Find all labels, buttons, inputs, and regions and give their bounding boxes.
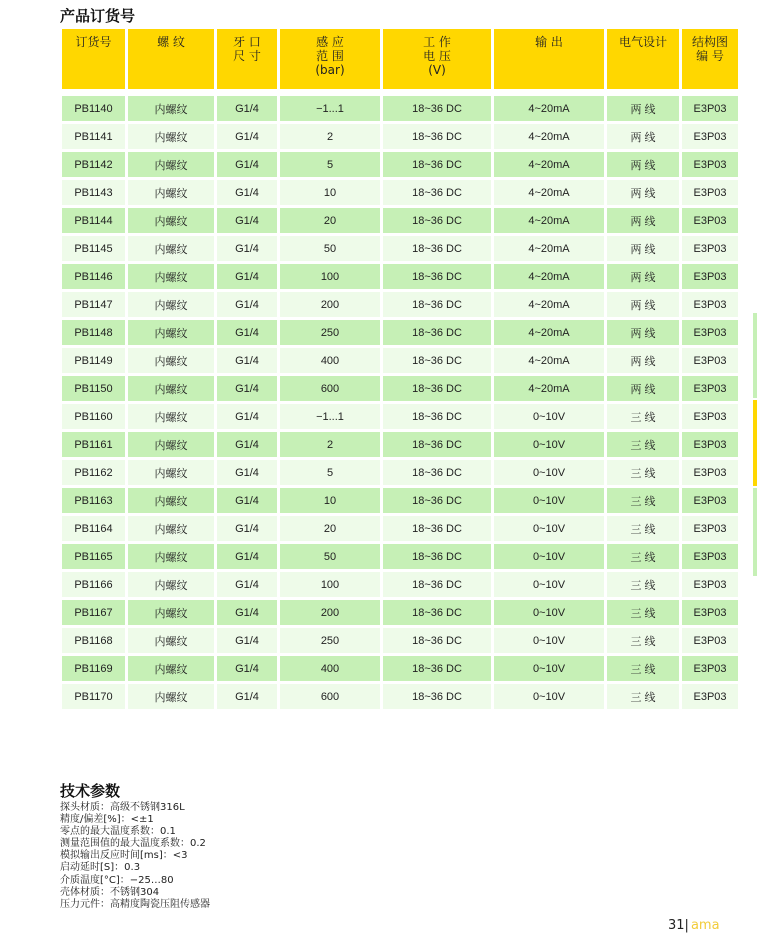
thread-cell: 内螺纹 (128, 656, 214, 681)
output-cell: 0~10V (494, 628, 604, 653)
voltage-cell: 18~36 DC (383, 180, 491, 205)
range-cell: 5 (280, 152, 380, 177)
order-number-cell: PB1150 (62, 376, 125, 401)
port-size-cell: G1/4 (217, 516, 277, 541)
drawing-code-cell: E3P03 (682, 656, 738, 681)
voltage-cell: 18~36 DC (383, 684, 491, 709)
port-size-cell: G1/4 (217, 348, 277, 373)
table-body (62, 92, 738, 709)
thread-cell: 内螺纹 (128, 236, 214, 261)
voltage-cell: 18~36 DC (383, 264, 491, 289)
voltage-cell: 18~36 DC (383, 208, 491, 233)
order-section-title: 产品订货号 (60, 7, 136, 25)
drawing-code-cell: E3P03 (682, 292, 738, 317)
port-size-cell: G1/4 (217, 628, 277, 653)
wiring-cell: 三 线 (607, 404, 679, 429)
thread-cell: 内螺纹 (128, 516, 214, 541)
order-number-cell: PB1166 (62, 572, 125, 597)
thread-cell: 内螺纹 (128, 404, 214, 429)
drawing-code-cell: E3P03 (682, 600, 738, 625)
drawing-code-cell: E3P03 (682, 572, 738, 597)
side-accent-bar (753, 313, 757, 398)
range-cell: 250 (280, 628, 380, 653)
wiring-cell: 两 线 (607, 152, 679, 177)
wiring-cell: 两 线 (607, 96, 679, 121)
drawing-code-cell: E3P03 (682, 348, 738, 373)
table-row (62, 320, 738, 345)
thread-cell: 内螺纹 (128, 264, 214, 289)
voltage-cell: 18~36 DC (383, 656, 491, 681)
voltage-cell: 18~36 DC (383, 152, 491, 177)
thread-cell: 内螺纹 (128, 628, 214, 653)
page-number: 31 (668, 918, 685, 933)
table-row (62, 404, 738, 429)
output-cell: 4~20mA (494, 376, 604, 401)
port-size-cell: G1/4 (217, 656, 277, 681)
wiring-cell: 两 线 (607, 376, 679, 401)
thread-cell: 内螺纹 (128, 600, 214, 625)
output-cell: 0~10V (494, 488, 604, 513)
wiring-cell: 两 线 (607, 208, 679, 233)
port-size-cell: G1/4 (217, 600, 277, 625)
tech-param-line: 精度/偏差[%]：<±1 (60, 814, 154, 826)
output-cell: 4~20mA (494, 292, 604, 317)
table-row (62, 208, 738, 233)
wiring-cell: 两 线 (607, 264, 679, 289)
order-number-cell: PB1169 (62, 656, 125, 681)
output-cell: 4~20mA (494, 124, 604, 149)
voltage-cell: 18~36 DC (383, 292, 491, 317)
header-sensing-range: 感 应 范 围 (bar) (280, 29, 380, 89)
order-number-cell: PB1146 (62, 264, 125, 289)
range-cell: 250 (280, 320, 380, 345)
port-size-cell: G1/4 (217, 684, 277, 709)
range-cell: 20 (280, 516, 380, 541)
header-thread: 螺 纹 (128, 29, 214, 89)
output-cell: 0~10V (494, 600, 604, 625)
port-size-cell: G1/4 (217, 124, 277, 149)
drawing-code-cell: E3P03 (682, 488, 738, 513)
voltage-cell: 18~36 DC (383, 96, 491, 121)
table-row (62, 152, 738, 177)
table-row (62, 432, 738, 457)
port-size-cell: G1/4 (217, 96, 277, 121)
drawing-code-cell: E3P03 (682, 376, 738, 401)
wiring-cell: 两 线 (607, 348, 679, 373)
range-cell: 600 (280, 684, 380, 709)
table-row (62, 460, 738, 485)
order-number-cell: PB1147 (62, 292, 125, 317)
order-number-cell: PB1167 (62, 600, 125, 625)
tech-param-line: 零点的最大温度系数：0.1 (60, 826, 176, 838)
thread-cell: 内螺纹 (128, 432, 214, 457)
order-number-cell: PB1144 (62, 208, 125, 233)
order-number-cell: PB1164 (62, 516, 125, 541)
port-size-cell: G1/4 (217, 292, 277, 317)
drawing-code-cell: E3P03 (682, 152, 738, 177)
voltage-cell: 18~36 DC (383, 600, 491, 625)
tech-param-line: 测量范围值的最大温度系数：0.2 (60, 838, 206, 850)
brand-text: ama (690, 918, 720, 933)
range-cell: 10 (280, 180, 380, 205)
table-row (62, 96, 738, 121)
table-row (62, 600, 738, 625)
table-row (62, 180, 738, 205)
range-cell: 600 (280, 376, 380, 401)
port-size-cell: G1/4 (217, 544, 277, 569)
port-size-cell: G1/4 (217, 432, 277, 457)
page-divider: | (684, 918, 689, 933)
voltage-cell: 18~36 DC (383, 432, 491, 457)
order-number-cell: PB1161 (62, 432, 125, 457)
table-row (62, 628, 738, 653)
output-cell: 0~10V (494, 432, 604, 457)
output-cell: 4~20mA (494, 208, 604, 233)
output-cell: 0~10V (494, 572, 604, 597)
drawing-code-cell: E3P03 (682, 180, 738, 205)
table-row (62, 264, 738, 289)
wiring-cell: 三 线 (607, 432, 679, 457)
tech-param-line: 模拟输出反应时间[ms]：<3 (60, 850, 188, 862)
output-cell: 0~10V (494, 656, 604, 681)
wiring-cell: 三 线 (607, 628, 679, 653)
wiring-cell: 三 线 (607, 600, 679, 625)
output-cell: 0~10V (494, 404, 604, 429)
voltage-cell: 18~36 DC (383, 628, 491, 653)
wiring-cell: 两 线 (607, 124, 679, 149)
voltage-cell: 18~36 DC (383, 124, 491, 149)
header-output: 输 出 (494, 29, 604, 89)
range-cell: 50 (280, 544, 380, 569)
thread-cell: 内螺纹 (128, 572, 214, 597)
thread-cell: 内螺纹 (128, 320, 214, 345)
header-order-number: 订货号 (62, 29, 125, 89)
order-number-cell: PB1141 (62, 124, 125, 149)
drawing-code-cell: E3P03 (682, 264, 738, 289)
thread-cell: 内螺纹 (128, 348, 214, 373)
output-cell: 4~20mA (494, 264, 604, 289)
port-size-cell: G1/4 (217, 208, 277, 233)
tech-section-title: 技术参数 (60, 782, 121, 800)
wiring-cell: 三 线 (607, 544, 679, 569)
range-cell: 200 (280, 292, 380, 317)
voltage-cell: 18~36 DC (383, 544, 491, 569)
wiring-cell: 三 线 (607, 572, 679, 597)
voltage-cell: 18~36 DC (383, 488, 491, 513)
order-number-cell: PB1149 (62, 348, 125, 373)
order-number-cell: PB1162 (62, 460, 125, 485)
order-number-cell: PB1165 (62, 544, 125, 569)
order-number-cell: PB1160 (62, 404, 125, 429)
drawing-code-cell: E3P03 (682, 124, 738, 149)
output-cell: 4~20mA (494, 348, 604, 373)
order-number-cell: PB1140 (62, 96, 125, 121)
page-footer (668, 918, 720, 933)
header-supply-voltage: 工 作 电 压 (V) (383, 29, 491, 89)
range-cell: 400 (280, 348, 380, 373)
voltage-cell: 18~36 DC (383, 516, 491, 541)
range-cell: 50 (280, 236, 380, 261)
range-cell: 200 (280, 600, 380, 625)
drawing-code-cell: E3P03 (682, 684, 738, 709)
side-accent-bar (753, 400, 757, 486)
drawing-code-cell: E3P03 (682, 208, 738, 233)
drawing-code-cell: E3P03 (682, 432, 738, 457)
thread-cell: 内螺纹 (128, 292, 214, 317)
header-port-size: 牙 口 尺 寸 (217, 29, 277, 89)
port-size-cell: G1/4 (217, 572, 277, 597)
thread-cell: 内螺纹 (128, 124, 214, 149)
thread-cell: 内螺纹 (128, 152, 214, 177)
port-size-cell: G1/4 (217, 180, 277, 205)
port-size-cell: G1/4 (217, 460, 277, 485)
table-row (62, 376, 738, 401)
order-number-cell: PB1163 (62, 488, 125, 513)
voltage-cell: 18~36 DC (383, 320, 491, 345)
range-cell: 2 (280, 432, 380, 457)
drawing-code-cell: E3P03 (682, 460, 738, 485)
drawing-code-cell: E3P03 (682, 516, 738, 541)
voltage-cell: 18~36 DC (383, 376, 491, 401)
output-cell: 0~10V (494, 460, 604, 485)
output-cell: 4~20mA (494, 236, 604, 261)
thread-cell: 内螺纹 (128, 460, 214, 485)
wiring-cell: 两 线 (607, 292, 679, 317)
header-electrical-design: 电气设计 (607, 29, 679, 89)
thread-cell: 内螺纹 (128, 208, 214, 233)
voltage-cell: 18~36 DC (383, 348, 491, 373)
tech-param-line: 压力元件：高精度陶瓷压阻传感器 (60, 898, 210, 910)
port-size-cell: G1/4 (217, 152, 277, 177)
range-cell: −1...1 (280, 404, 380, 429)
thread-cell: 内螺纹 (128, 544, 214, 569)
wiring-cell: 两 线 (607, 320, 679, 345)
table-row (62, 236, 738, 261)
table-row (62, 516, 738, 541)
port-size-cell: G1/4 (217, 488, 277, 513)
range-cell: −1...1 (280, 96, 380, 121)
range-cell: 100 (280, 264, 380, 289)
order-number-cell: PB1145 (62, 236, 125, 261)
header-drawing-code: 结构图 编 号 (682, 29, 738, 89)
wiring-cell: 三 线 (607, 516, 679, 541)
drawing-code-cell: E3P03 (682, 236, 738, 261)
order-number-cell: PB1168 (62, 628, 125, 653)
wiring-cell: 三 线 (607, 460, 679, 485)
table-row (62, 348, 738, 373)
table-row (62, 684, 738, 709)
order-number-cell: PB1148 (62, 320, 125, 345)
table-row (62, 488, 738, 513)
thread-cell: 内螺纹 (128, 180, 214, 205)
tech-param-line: 启动延时[S]：0.3 (60, 862, 141, 874)
output-cell: 0~10V (494, 684, 604, 709)
output-cell: 4~20mA (494, 180, 604, 205)
voltage-cell: 18~36 DC (383, 404, 491, 429)
tech-param-line: 壳体材质：不锈钢304 (60, 886, 160, 898)
wiring-cell: 三 线 (607, 488, 679, 513)
order-number-cell: PB1142 (62, 152, 125, 177)
wiring-cell: 两 线 (607, 236, 679, 261)
table-row (62, 292, 738, 317)
order-number-cell: PB1143 (62, 180, 125, 205)
voltage-cell: 18~36 DC (383, 236, 491, 261)
range-cell: 2 (280, 124, 380, 149)
range-cell: 5 (280, 460, 380, 485)
output-cell: 4~20mA (494, 152, 604, 177)
output-cell: 0~10V (494, 544, 604, 569)
drawing-code-cell: E3P03 (682, 544, 738, 569)
output-cell: 4~20mA (494, 320, 604, 345)
voltage-cell: 18~36 DC (383, 460, 491, 485)
range-cell: 20 (280, 208, 380, 233)
range-cell: 10 (280, 488, 380, 513)
order-table (59, 26, 741, 712)
wiring-cell: 三 线 (607, 684, 679, 709)
drawing-code-cell: E3P03 (682, 320, 738, 345)
range-cell: 400 (280, 656, 380, 681)
voltage-cell: 18~36 DC (383, 572, 491, 597)
table-row (62, 572, 738, 597)
port-size-cell: G1/4 (217, 404, 277, 429)
port-size-cell: G1/4 (217, 236, 277, 261)
order-number-cell: PB1170 (62, 684, 125, 709)
port-size-cell: G1/4 (217, 264, 277, 289)
table-header-row (62, 29, 738, 89)
tech-param-line: 介质温度[°C]：−25…80 (60, 874, 174, 886)
table-row (62, 124, 738, 149)
side-accent-bar (753, 488, 757, 576)
tech-param-line: 探头材质：高级不锈钢316L (60, 802, 185, 813)
thread-cell: 内螺纹 (128, 376, 214, 401)
drawing-code-cell: E3P03 (682, 628, 738, 653)
port-size-cell: G1/4 (217, 320, 277, 345)
table-row (62, 656, 738, 681)
drawing-code-cell: E3P03 (682, 96, 738, 121)
wiring-cell: 三 线 (607, 656, 679, 681)
thread-cell: 内螺纹 (128, 684, 214, 709)
table-row (62, 544, 738, 569)
output-cell: 4~20mA (494, 96, 604, 121)
drawing-code-cell: E3P03 (682, 404, 738, 429)
tech-params-list (60, 802, 210, 911)
wiring-cell: 两 线 (607, 180, 679, 205)
thread-cell: 内螺纹 (128, 96, 214, 121)
port-size-cell: G1/4 (217, 376, 277, 401)
thread-cell: 内螺纹 (128, 488, 214, 513)
output-cell: 0~10V (494, 516, 604, 541)
range-cell: 100 (280, 572, 380, 597)
